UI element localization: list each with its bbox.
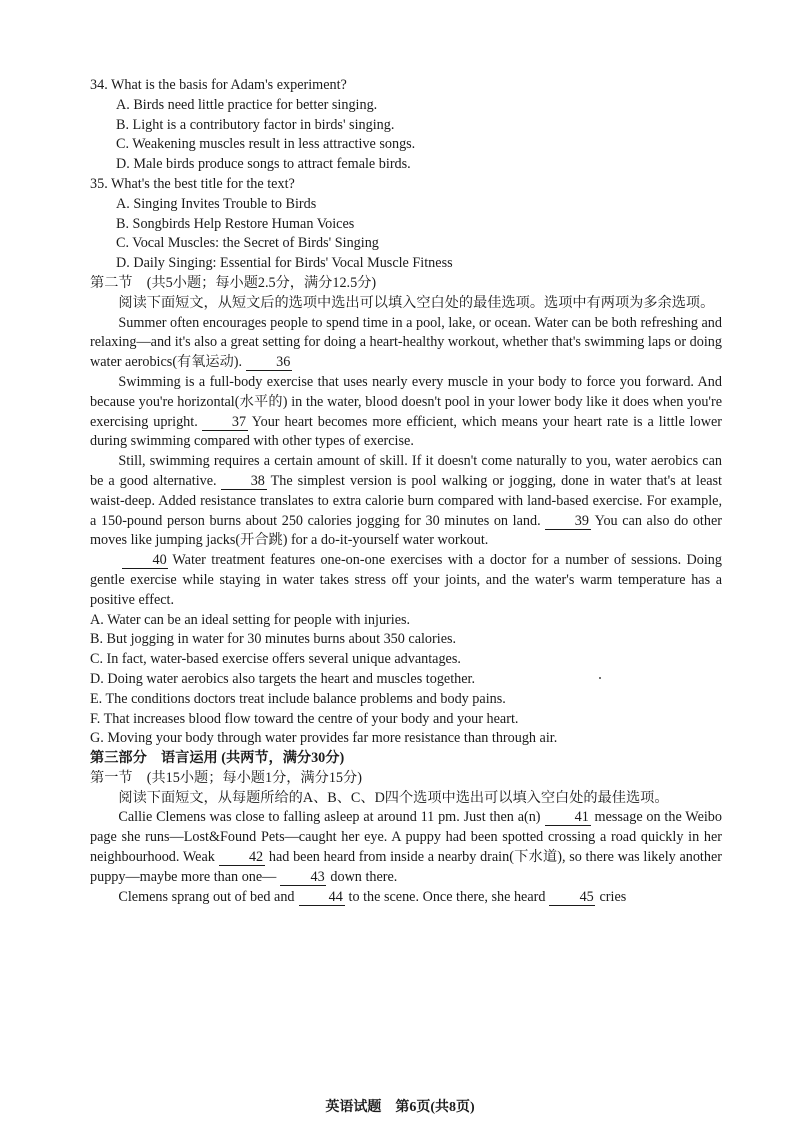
sentence-option: B. But jogging in water for 30 minutes burns about 350 calories. [90, 631, 457, 648]
section-heading: 第一节 (共15小题；每小题1分，满分15分) [90, 769, 362, 786]
page-footer: 英语试题 第6页(共8页) [325, 1100, 475, 1115]
passage-paragraph-3 [90, 452, 722, 551]
answer-blank-41: 41 [545, 810, 591, 826]
passage-text: down there. [330, 868, 398, 885]
passage-text: The simplest version is pool walking or jogging, done in water that's at least waist-deep. Added resistance translates to extra calorie burn compared with land-based exercise. For example, a 150-pound person burns about 250 calories jogging for 30 minutes on land. [90, 472, 723, 529]
passage-text: Swimming is a full-body exercise that uses nearly every muscle in your body to force you forward. And because you're horizontal(水平的) in the water, blood doesn't pool in your lower body like it does when you're exercising upright. [90, 373, 722, 430]
passage-text: Callie Clemens was close to falling asleep at around 11 pm. Just then a(n) [118, 809, 541, 826]
answer-blank-44: 44 [299, 890, 345, 906]
section-2-options [90, 611, 722, 750]
passage-text: Still, swimming requires a certain amount of skill. If it doesn't come naturally to you, water aerobics can be a good alternative. [90, 453, 722, 489]
passage-text: Your heart becomes more efficient, which means your heart rate is a little lower during swimming compared with other types of exercise. [90, 413, 722, 450]
passage-text: message on the Weibo page she runs—Lost&Found Pets—caught her eye. A puppy had been spotted crossing a road quickly in her neighbourhood. Weak [90, 809, 722, 866]
cloze-paragraph-1 [90, 808, 722, 887]
passage-text: had been heard from inside a nearby drain(下水道), so there was likely another puppy—maybe more than one— [90, 849, 722, 885]
sentence-option: C. In fact, water-based exercise offers several unique advantages. [90, 651, 461, 668]
section-instruction: 阅读下面短文，从每题所给的A、B、C、D四个选项中选出可以填入空白处的最佳选项。 [118, 789, 669, 806]
sentence-option: A. Water can be an ideal setting for people with injuries. [90, 611, 411, 628]
passage-paragraph-4 [90, 551, 722, 610]
question-35 [90, 175, 722, 274]
passage-text: You can also do other moves like jumping jacks(开合跳) for a do-it-yourself water workout. [90, 512, 722, 549]
passage-paragraph-2 [90, 373, 722, 452]
passage-text: Water treatment features one-on-one exercises with a doctor for a number of sessions. Doing gentle exercise while staying in water takes stress off your joints, and the water's warm temperature has a positive effect. [90, 552, 722, 608]
passage-text: to the scene. Once there, she heard [348, 888, 546, 905]
answer-blank-45: 45 [549, 890, 595, 906]
question-stem: 35. What's the best title for the text? [90, 175, 295, 192]
section-2 [90, 274, 722, 749]
sentence-option: D. Doing water aerobics also targets the heart and muscles together. [90, 670, 476, 687]
section-heading: 第二节 (共5小题；每小题2.5分，满分12.5分) [90, 274, 377, 291]
section-instruction: 阅读下面短文，从短文后的选项中选出可以填入空白处的最佳选项。选项中有两项为多余选项。 [118, 294, 715, 311]
answer-blank-39: 39 [545, 514, 591, 530]
question-34 [90, 76, 722, 175]
answer-blank-36: 36 [246, 355, 292, 371]
passage-text: Clemens sprang out of bed and [118, 888, 295, 905]
answer-blank-42: 42 [219, 850, 265, 866]
sentence-option: E. The conditions doctors treat include balance problems and body pains. [90, 690, 506, 707]
answer-option: A. Singing Invites Trouble to Birds [116, 195, 317, 212]
answer-option: B. Light is a contributory factor in birds' singing. [116, 116, 395, 133]
part-3 [90, 749, 722, 907]
answer-option: D. Male birds produce songs to attract female birds. [116, 156, 411, 173]
sentence-option: F. That increases blood flow toward the centre of your body and your heart. [90, 710, 519, 727]
answer-blank-40: 40 [122, 553, 168, 569]
answer-option: C. Weakening muscles result in less attractive songs. [116, 136, 416, 153]
passage-text: cries [599, 888, 627, 905]
answer-option: C. Vocal Muscles: the Secret of Birds' Singing [116, 235, 379, 252]
passage-paragraph-1 [90, 314, 722, 373]
question-stem: 34. What is the basis for Adam's experiment? [90, 77, 347, 93]
answer-blank-37: 37 [202, 415, 248, 431]
sentence-option: G. Moving your body through water provides far more resistance than through air. [90, 730, 558, 747]
passage-text: Summer often encourages people to spend time in a pool, lake, or ocean. Water can be both refreshing and relaxing—and it's also a great setting for doing a heart-healthy workout, whether that's swimming laps or doing water aerobics(有氧运动). [90, 314, 722, 371]
part-heading: 第三部分 语言运用 (共两节，满分30分) [90, 750, 345, 767]
page-content [90, 76, 722, 907]
answer-option: D. Daily Singing: Essential for Birds' Vocal Muscle Fitness [116, 255, 453, 272]
answer-option: A. Birds need little practice for better singing. [116, 96, 378, 113]
answer-option: B. Songbirds Help Restore Human Voices [116, 215, 355, 232]
answer-blank-43: 43 [280, 870, 326, 886]
scan-speck [599, 677, 601, 679]
cloze-paragraph-2 [90, 888, 722, 908]
answer-blank-38: 38 [221, 474, 267, 490]
